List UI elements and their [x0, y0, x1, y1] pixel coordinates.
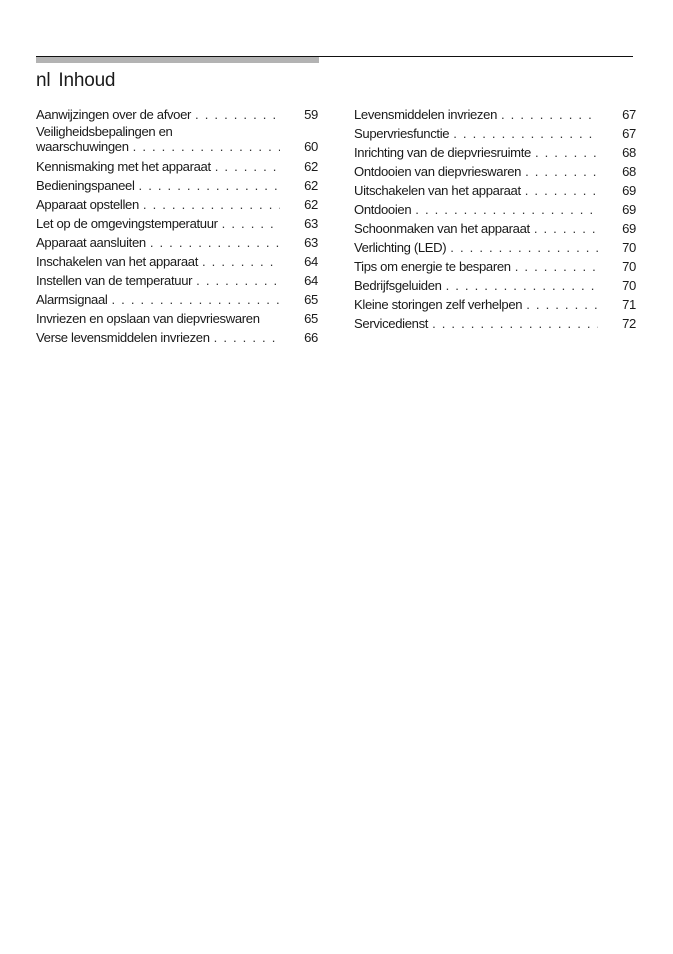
- toc-entry-page-number: 71: [622, 297, 636, 312]
- dot-leader: [534, 219, 598, 238]
- toc-column-right: [354, 105, 636, 333]
- toc-entry-title-line1: Veiligheidsbepalingen en: [36, 124, 173, 139]
- dot-leader: [515, 257, 598, 276]
- toc-entry-page-number: 67: [622, 107, 636, 122]
- toc-entry-page-number: 62: [304, 197, 318, 212]
- toc-entry-title: Let op de omgevingstemperatuur: [36, 216, 218, 231]
- toc-entry-page-number: 65: [304, 311, 318, 326]
- dot-leader: [215, 157, 280, 176]
- toc-entry[interactable]: [36, 290, 318, 309]
- toc-entry-page-number: 70: [622, 259, 636, 274]
- page-title-text: Inhoud: [58, 70, 116, 91]
- toc-entry-title: Ontdooien van diepvrieswaren: [354, 164, 522, 179]
- toc-entry-title: Verlichting (LED): [354, 240, 447, 255]
- dot-leader: [143, 195, 280, 214]
- toc-entry-title: Kleine storingen zelf verhelpen: [354, 297, 523, 312]
- toc-entry-title: Verse levensmiddelen invriezen: [36, 330, 210, 345]
- toc-entry[interactable]: [354, 238, 636, 257]
- toc-entry[interactable]: [36, 252, 318, 271]
- toc-entry-title: Uitschakelen van het apparaat: [354, 183, 521, 198]
- page-title: [36, 69, 115, 93]
- toc-entry[interactable]: [36, 195, 318, 214]
- toc-entry[interactable]: [36, 214, 318, 233]
- toc-entry[interactable]: [354, 143, 636, 162]
- toc-entry[interactable]: [354, 257, 636, 276]
- toc-entry-page-number: 68: [622, 145, 636, 160]
- toc-entry-title: Apparaat opstellen: [36, 197, 139, 212]
- toc-entry-title: Servicedienst: [354, 316, 429, 331]
- dot-leader: [501, 105, 598, 124]
- dot-leader: [415, 200, 598, 219]
- toc-entry-page-number: 67: [622, 126, 636, 141]
- toc-entry-title: Inrichting van de diepvriesruimte: [354, 145, 531, 160]
- toc-entry[interactable]: [36, 105, 318, 124]
- toc-entry[interactable]: [354, 181, 636, 200]
- dot-leader: [214, 328, 280, 347]
- toc-entry[interactable]: [354, 276, 636, 295]
- toc-entry[interactable]: [36, 124, 318, 157]
- toc-entry-page-number: 60: [304, 139, 318, 154]
- toc-entry-title: Inschakelen van het apparaat: [36, 254, 198, 269]
- toc-entry[interactable]: [354, 295, 636, 314]
- dot-leader: [202, 252, 280, 271]
- toc-entry[interactable]: [36, 309, 318, 328]
- dot-leader: [525, 181, 598, 200]
- dot-leader: [195, 105, 280, 124]
- toc-entry-page-number: 69: [622, 202, 636, 217]
- toc-entry-title: Kennismaking met het apparaat: [36, 159, 211, 174]
- toc-entry-page-number: 69: [622, 221, 636, 236]
- dot-leader: [453, 124, 598, 143]
- toc-entry-title: Apparaat aansluiten: [36, 235, 146, 250]
- toc-entry[interactable]: [36, 157, 318, 176]
- header-grey-bar: [36, 57, 319, 63]
- toc-entry-title: Ontdooien: [354, 202, 412, 217]
- dot-leader: [133, 139, 280, 155]
- toc-entry-page-number: 63: [304, 235, 318, 250]
- toc-entry[interactable]: [354, 219, 636, 238]
- toc-entry-page-number: 64: [304, 254, 318, 269]
- dot-leader: [150, 233, 280, 252]
- toc-entry-page-number: 66: [304, 330, 318, 345]
- toc-entry-title: Alarmsignaal: [36, 292, 108, 307]
- toc-entry-page-number: 62: [304, 159, 318, 174]
- dot-leader: [525, 162, 598, 181]
- toc-entry[interactable]: [354, 200, 636, 219]
- dot-leader: [222, 214, 280, 233]
- toc-entry-title: Schoonmaken van het apparaat: [354, 221, 530, 236]
- toc-entry-title: Levensmiddelen invriezen: [354, 107, 497, 122]
- toc-entry-title: waarschuwingen: [36, 139, 129, 154]
- dot-leader: [432, 314, 598, 333]
- toc-entry[interactable]: [36, 176, 318, 195]
- toc-entry[interactable]: [36, 328, 318, 347]
- toc-entry-title: Bedieningspaneel: [36, 178, 135, 193]
- toc-entry[interactable]: [354, 162, 636, 181]
- toc-entry[interactable]: [354, 314, 636, 333]
- toc-entry-page-number: 69: [622, 183, 636, 198]
- dot-leader: [446, 276, 598, 295]
- toc-entry[interactable]: [354, 105, 636, 124]
- toc-entry-page-number: 63: [304, 216, 318, 231]
- dot-leader: [112, 290, 281, 309]
- toc-entry-page-number: 68: [622, 164, 636, 179]
- toc-entry[interactable]: [36, 233, 318, 252]
- toc-entry-page-number: 64: [304, 273, 318, 288]
- toc-entry-title: Invriezen en opslaan van diepvrieswaren: [36, 311, 260, 326]
- toc-entry-title: Aanwijzingen over de afvoer: [36, 107, 192, 122]
- toc-entry-page-number: 72: [622, 316, 636, 331]
- toc-entry-title: Bedrijfsgeluiden: [354, 278, 442, 293]
- dot-leader: [196, 271, 280, 290]
- toc-entry-title: Instellen van de temperatuur: [36, 273, 193, 288]
- dot-leader: [450, 238, 598, 257]
- toc-entry-title: Supervriesfunctie: [354, 126, 450, 141]
- toc-column-left: [36, 105, 318, 347]
- toc-entry-page-number: 62: [304, 178, 318, 193]
- toc-entry[interactable]: [36, 271, 318, 290]
- dot-leader: [535, 143, 598, 162]
- toc-entry-page-number: 70: [622, 240, 636, 255]
- toc-entry[interactable]: [354, 124, 636, 143]
- toc-entry-page-number: 59: [304, 107, 318, 122]
- toc-entry-title: Tips om energie te besparen: [354, 259, 511, 274]
- toc-entry-page-number: 70: [622, 278, 636, 293]
- dot-leader: [526, 295, 598, 314]
- toc-entry-page-number: 65: [304, 292, 318, 307]
- dot-leader: [139, 176, 280, 195]
- language-code: nl: [36, 70, 51, 91]
